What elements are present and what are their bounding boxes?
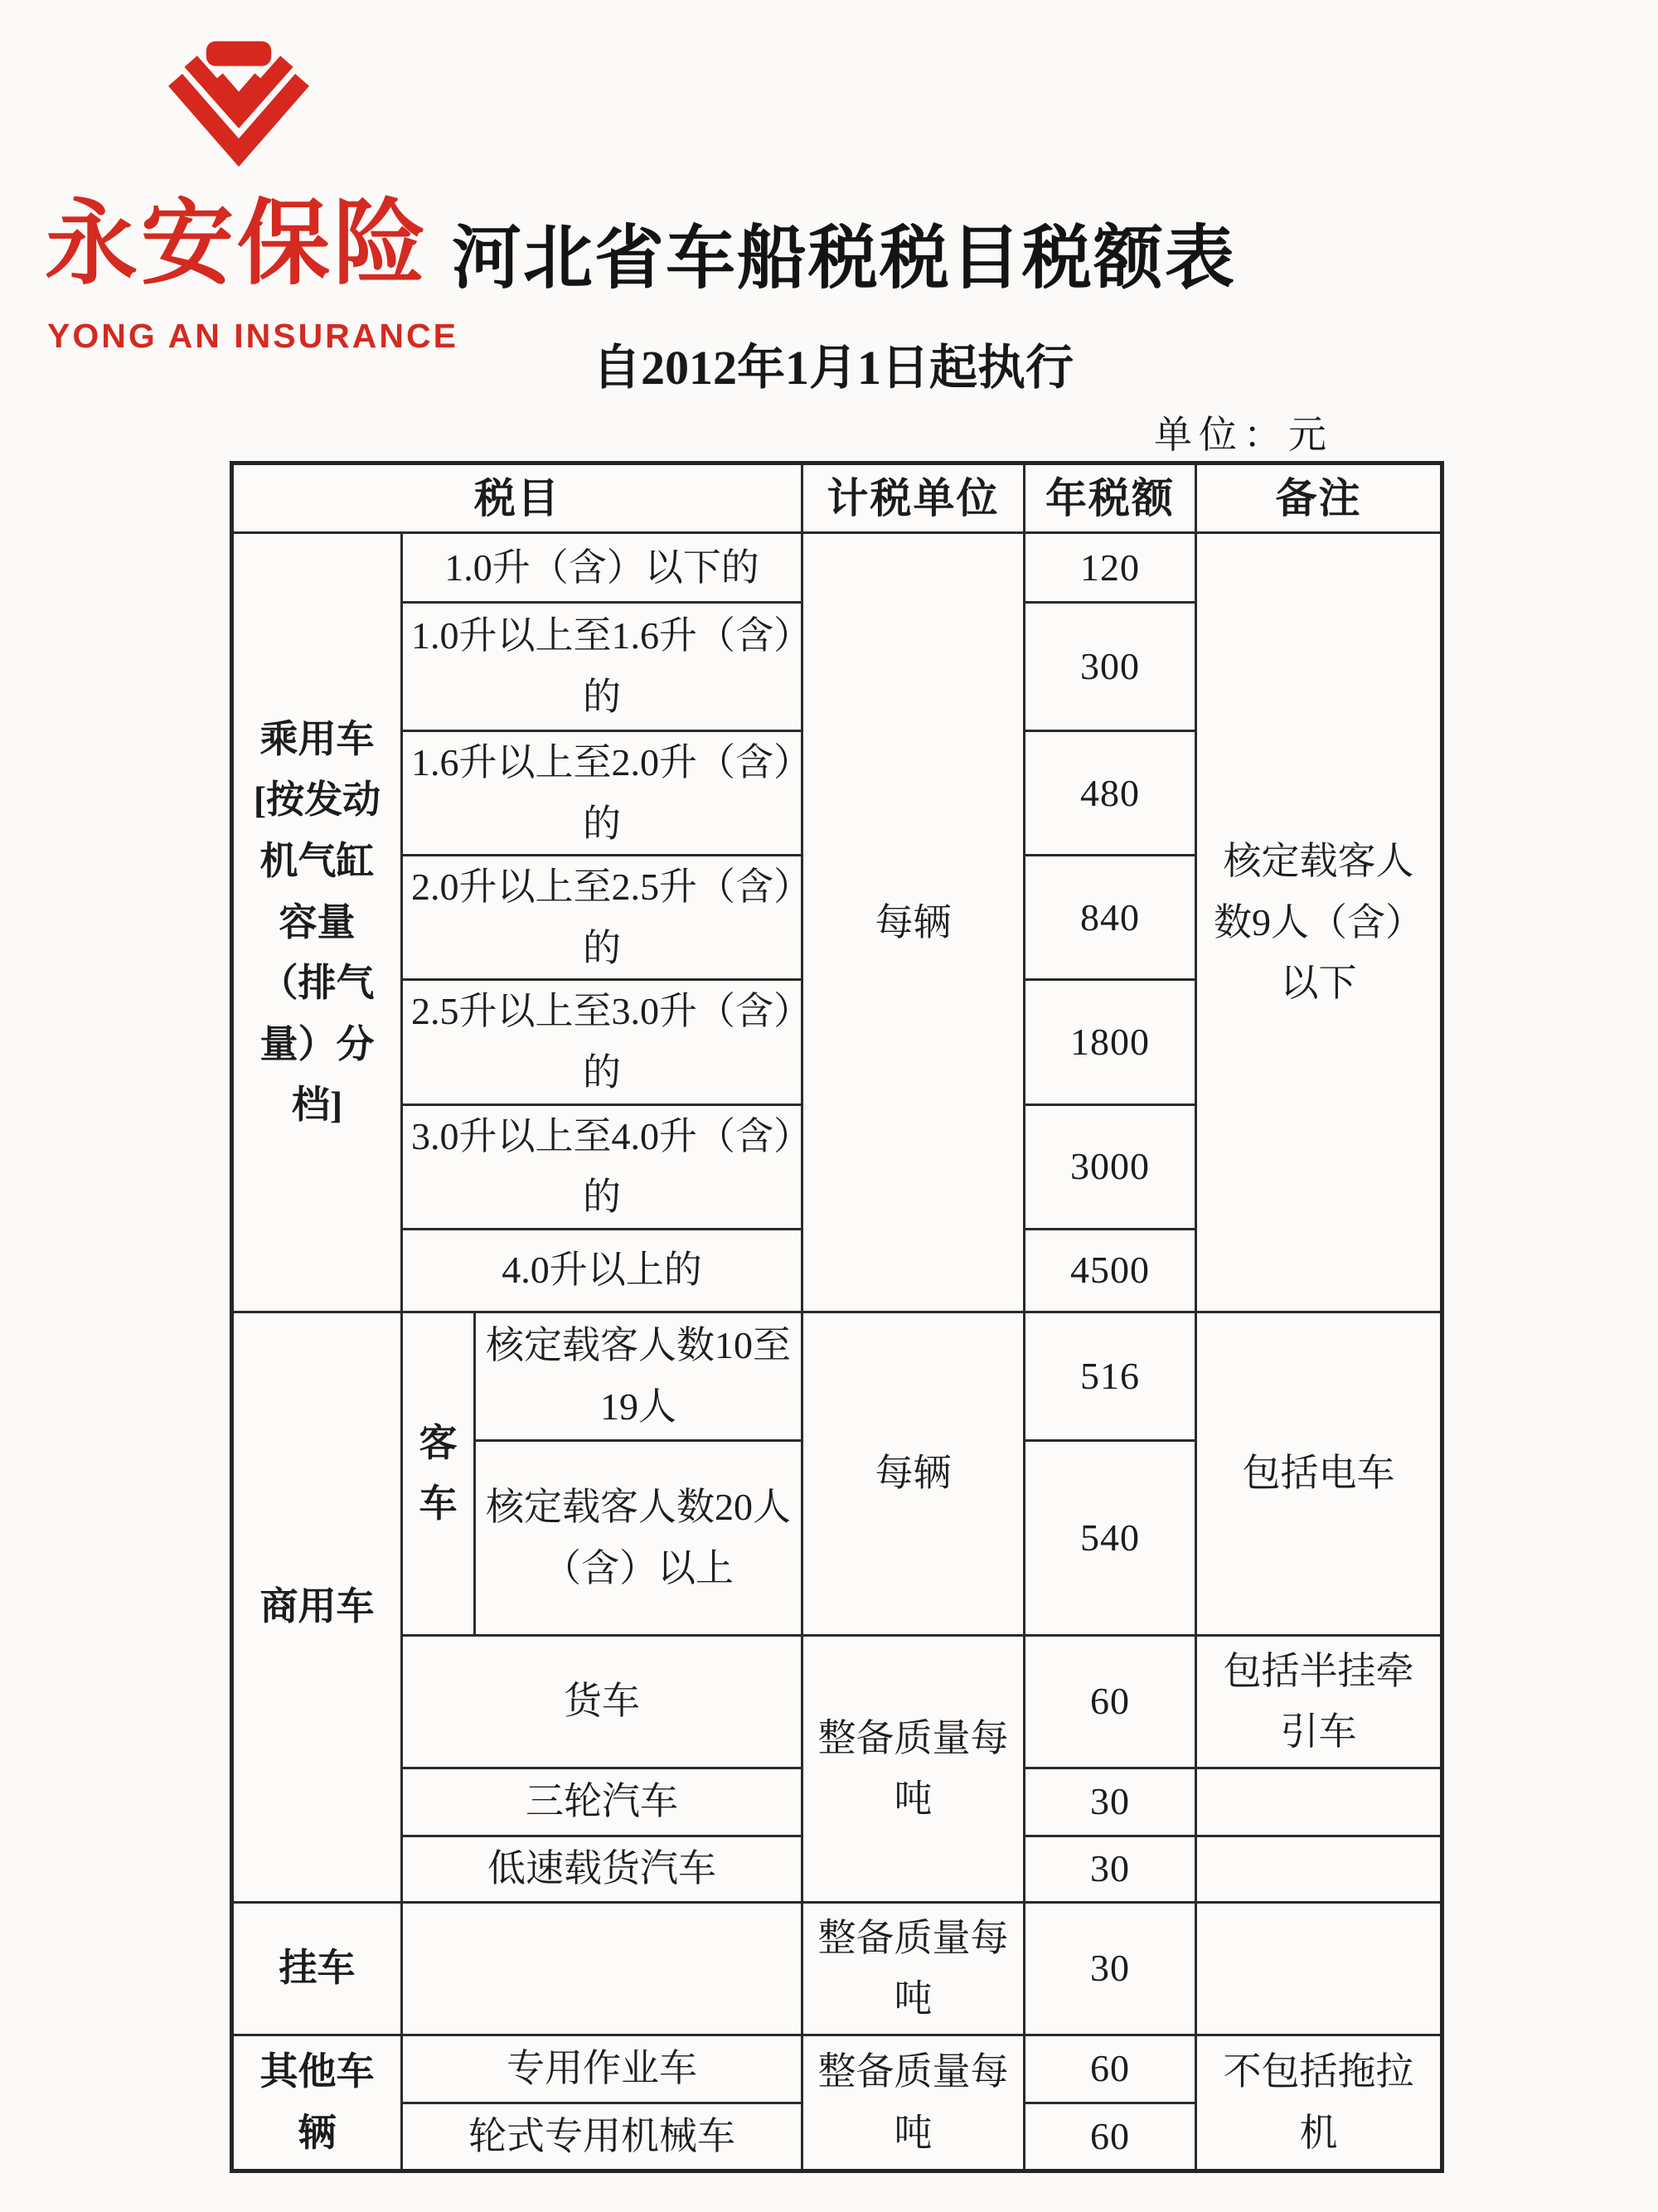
passenger-desc-6: 3.0升以上至4.0升（含）的 — [402, 1104, 802, 1229]
yongan-insurance-logo-icon — [160, 38, 318, 177]
category-trailer: 挂车 — [232, 1902, 402, 2035]
category-commercial-vehicle: 商用车 — [232, 1312, 402, 1902]
tax-rate-table — [230, 461, 1444, 2173]
truck-remark-2 — [1196, 1768, 1442, 1836]
trailer-tax: 30 — [1025, 1902, 1196, 2035]
col-header-remarks: 备注 — [1196, 463, 1442, 533]
passenger-desc-1: 1.0升（含）以下的 — [402, 533, 802, 603]
bus-desc-2: 核定载客人数20人（含）以上 — [475, 1440, 802, 1635]
bus-remark: 包括电车 — [1196, 1312, 1442, 1635]
other-tax-2: 60 — [1025, 2103, 1196, 2171]
other-tax-1: 60 — [1025, 2035, 1196, 2103]
table-row — [232, 533, 1442, 603]
page-title: 河北省车船税税目税额表 — [452, 221, 1237, 298]
truck-desc-3: 低速载货汽车 — [402, 1836, 802, 1902]
brand-name-chinese: 永安保险 — [45, 193, 429, 296]
truck-desc-2: 三轮汽车 — [402, 1768, 802, 1836]
table-row — [232, 2035, 1442, 2103]
passenger-tax-2: 300 — [1025, 603, 1196, 731]
truck-remark-1: 包括半挂牵引车 — [1196, 1635, 1442, 1768]
truck-tax-3: 30 — [1025, 1836, 1196, 1902]
other-desc-2: 轮式专用机械车 — [402, 2103, 802, 2171]
bus-desc-1: 核定载客人数10至19人 — [475, 1312, 802, 1440]
passenger-desc-5: 2.5升以上至3.0升（含）的 — [402, 980, 802, 1104]
passenger-tax-6: 3000 — [1025, 1104, 1196, 1229]
passenger-desc-7: 4.0升以上的 — [402, 1229, 802, 1312]
trailer-desc — [402, 1902, 802, 2035]
bus-tax-2: 540 — [1025, 1440, 1196, 1635]
bus-tax-1: 516 — [1025, 1312, 1196, 1440]
truck-tax-2: 30 — [1025, 1768, 1196, 1836]
table-header-row — [232, 463, 1442, 533]
truck-tax-unit: 整备质量每吨 — [802, 1635, 1025, 1902]
col-header-tax-unit: 计税单位 — [802, 463, 1025, 533]
other-tax-unit: 整备质量每吨 — [802, 2035, 1025, 2171]
passenger-tax-1: 120 — [1025, 533, 1196, 603]
category-passenger-car: 乘用车[按发动机气缸容量（排气量）分档] — [232, 533, 402, 1312]
passenger-tax-unit: 每辆 — [802, 533, 1025, 1312]
passenger-tax-4: 840 — [1025, 856, 1196, 980]
table-row — [232, 1635, 1442, 1768]
other-desc-1: 专用作业车 — [402, 2035, 802, 2103]
brand-name-english: YONG AN INSURANCE — [47, 317, 458, 355]
passenger-remark: 核定载客人数9人（含）以下 — [1196, 533, 1442, 1312]
trailer-remark — [1196, 1902, 1442, 2035]
passenger-desc-2: 1.0升以上至1.6升（含）的 — [402, 603, 802, 731]
category-other-vehicles: 其他车辆 — [232, 2035, 402, 2171]
bus-tax-unit: 每辆 — [802, 1312, 1025, 1635]
passenger-desc-3: 1.6升以上至2.0升（含）的 — [402, 731, 802, 856]
passenger-tax-5: 1800 — [1025, 980, 1196, 1104]
table-row — [232, 1312, 1442, 1440]
col-header-annual-tax: 年税额 — [1025, 463, 1196, 533]
effective-date-subtitle: 自2012年1月1日起执行 — [592, 341, 1074, 395]
col-header-tax-item: 税目 — [232, 463, 802, 533]
passenger-tax-3: 480 — [1025, 731, 1196, 856]
passenger-tax-7: 4500 — [1025, 1229, 1196, 1312]
truck-desc-1: 货车 — [402, 1635, 802, 1768]
passenger-desc-4: 2.0升以上至2.5升（含）的 — [402, 856, 802, 980]
other-remark: 不包括拖拉机 — [1196, 2035, 1442, 2171]
subcategory-bus: 客车 — [402, 1312, 475, 1635]
truck-tax-1: 60 — [1025, 1635, 1196, 1768]
trailer-tax-unit: 整备质量每吨 — [802, 1902, 1025, 2035]
table-row — [232, 1902, 1442, 2035]
truck-remark-3 — [1196, 1836, 1442, 1902]
unit-note: 单位：元 — [1154, 414, 1333, 456]
